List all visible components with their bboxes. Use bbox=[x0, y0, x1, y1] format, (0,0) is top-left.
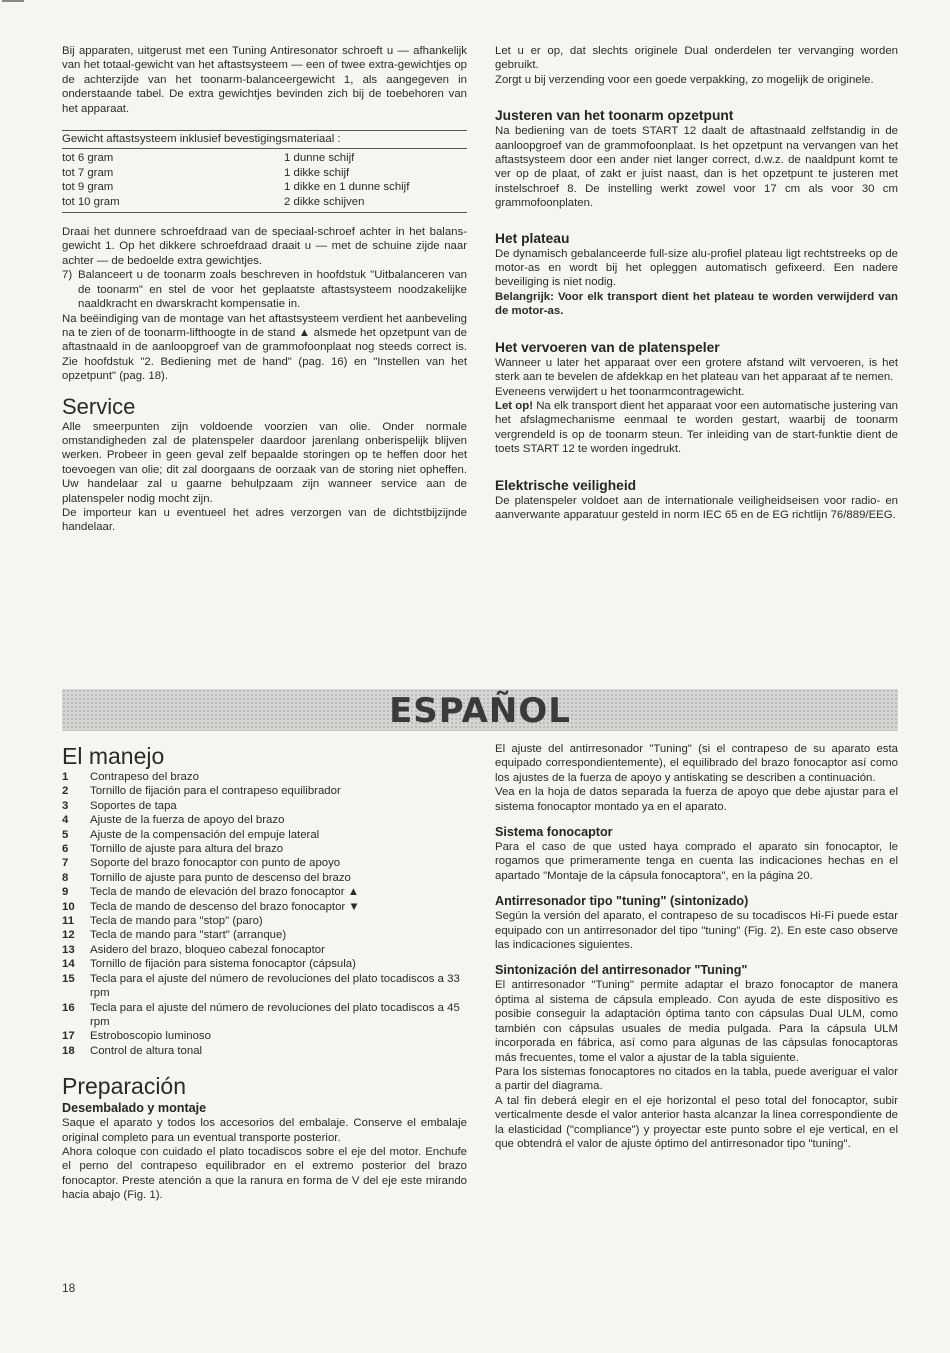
list-item-number: 11 bbox=[62, 915, 75, 928]
vervoeren-heading: Het vervoeren van de platenspeler bbox=[495, 339, 720, 355]
list-item-label: Ajuste de la fuerza de apoyo del brazo bbox=[90, 814, 285, 827]
preparacion-heading: Preparación bbox=[62, 1073, 187, 1100]
step-text: Balanceert u de toonarm zoals beschreven in hoofdstuk "Uitbalanceren van de toonarm" en stel de voor het geplaatste aftastsysteem noodzakelijke naaldkracht en dwarskracht kompensatie in. bbox=[78, 269, 467, 311]
list-item bbox=[62, 828, 467, 842]
dutch-left-column bbox=[62, 44, 467, 535]
list-item-label: Tornillo de fijación para sistema fonocaptor (cápsula) bbox=[90, 958, 356, 971]
list-item bbox=[62, 871, 467, 885]
datos-paragraph: Vea en la hoja de datos separada la fuerza de apoyo que debe ajustar para el sistema fonocaptor montado ya en el aparato. bbox=[495, 786, 898, 813]
sistema-paragraph: Para el caso de que usted haya comprado el aparato sin fonocaptor, le rogamos que primeramente tenga en cuenta las indicaciones hechas en el apartado "Montaje de la cápsula fonocaptora", en la página 20. bbox=[495, 841, 898, 882]
list-item bbox=[62, 972, 467, 1001]
list-item-label: Tornillo de ajuste para punto de descenso del brazo bbox=[90, 871, 351, 884]
let-op-paragraph bbox=[495, 399, 898, 457]
after-mount-paragraph: Na beëindiging van de montage van het aftastsysteem verdient het aanbeveling na te zien of de toonarm-lifthoogte in de stand ▲ alsmede het opzetpunt van de aftastnaald in de aanloopgroef van de grammofoonplaat nog steeds correct is. Zie hoofdstuk "2. Bediening met de hand" (pag. 16) en "Instellen van het opzetpunt" (pag. 18). bbox=[62, 312, 467, 383]
let-op-label: Let op! bbox=[495, 399, 533, 412]
list-item-number: 7 bbox=[62, 857, 69, 870]
justeren-heading: Justeren van het toonarm opzetpunt bbox=[495, 108, 734, 124]
plateau-heading: Het plateau bbox=[495, 230, 570, 246]
page-number: 18 bbox=[62, 1281, 76, 1295]
list-item-number: 15 bbox=[62, 972, 75, 985]
list-item-label: Soportes de tapa bbox=[90, 799, 177, 812]
list-item-label: Contrapeso del brazo bbox=[90, 771, 199, 783]
list-item-number: 2 bbox=[62, 785, 69, 798]
parts-paragraph: Let u er op, dat slechts originele Dual onderdelen ter vervanging worden gebruikt. bbox=[495, 45, 898, 72]
list-item-number: 17 bbox=[62, 1030, 75, 1043]
list-item bbox=[62, 957, 467, 971]
vervoeren-paragraph-1: Wanneer u later het apparaat over een grotere afstand wilt vervoeren, is het sterk aan te bevelen de afdekkap en het plateau van het apparaat af te nemen. bbox=[495, 356, 898, 384]
banner-title: ESPAÑOL bbox=[389, 691, 571, 731]
list-item bbox=[62, 1001, 467, 1030]
shipping-paragraph: Zorgt u bij verzending voor een goede verpakking, zo mogelijk de originele. bbox=[495, 73, 874, 86]
antirresonador-heading: Antirresonador tipo "tuning" (sintonizado) bbox=[495, 894, 749, 909]
table-row: tot 7 gram 1 dikke schijf bbox=[62, 166, 350, 179]
after-table-paragraph: Draai het dunnere schroefdraad van de speciaal-schroef achter in het balans-gewicht 1. Op het dikkere schroefdraad draait u — met de schuine zijde naar achter — de bedoelde extra gewichtjes. bbox=[62, 226, 467, 267]
sintonizacion-paragraph-1: El antirresonador "Tuning" permite adaptar el brazo fonocaptor de manera óptima al sistema de cápsula empleado. Con ayuda de este dispositivo es posibie conseguir la adaptación óptima tanto con cápsulas Dual ULM, como también con cápsulas usuales de media pulgada. Para la cápsula ULM incorporada en fábrica, así como para algunas de las cápsulas fonocaptoras más frecuentes, tome el valor a ajustar de la tabla siguiente. bbox=[495, 979, 898, 1064]
sintonizacion-paragraph-2: Para los sistemas fonocaptores no citados en la tabla, puede averiguar el valor a partir del diagrama. bbox=[495, 1065, 898, 1093]
list-item bbox=[62, 943, 467, 957]
list-item-number: 14 bbox=[62, 958, 75, 971]
list-item-label: Tecla de mando para "stop" (paro) bbox=[90, 915, 263, 928]
list-item-number: 10 bbox=[62, 900, 75, 913]
sistema-heading: Sistema fonocaptor bbox=[495, 825, 613, 840]
desembalado-heading: Desembalado y montaje bbox=[62, 1101, 207, 1116]
list-item bbox=[62, 799, 467, 813]
plateau-warning: Belangrijk: Voor elk transport dient het plateau te worden verwijderd van de motor-as. bbox=[495, 290, 898, 318]
list-item-label: Tornillo de fijación para el contrapeso equilibrador bbox=[90, 785, 341, 798]
list-item-label: Tecla de mando de elevación del brazo fonocaptor ▲ bbox=[90, 886, 359, 899]
list-item bbox=[62, 900, 467, 914]
justeren-paragraph: Na bediening van de toets START 12 daalt de aftastnaald zelfstandig in de aanloopgroef van de grammofoonplaat. Is het opzetpunt na vervangen van het aftastsysteem door een ander niet langer correct, d.w.z. de naaldpunt komt te ver op de plaat, of zakt er juist naast, dan is het opzetpunt te justeren met instelschroef 8. De instelling werkt zowel voor 17 cm als voor 30 cm grammofoonplaten. bbox=[495, 125, 898, 210]
intro-paragraph: Bij apparaten, uitgerust met een Tuning Antiresonator schroeft u — afhankelijk van het totaal-gewicht van het aftastsysteem — een of twee extra-gewichtjes op de achterzijde van het toonarm-balanceergewicht 1, als aangegeven in onderstaande tabel. De extra gewichtjes bevinden zich bij de toebehoren van het apparaat. bbox=[62, 45, 467, 115]
list-item-number: 13 bbox=[62, 943, 75, 956]
service-paragraph-1: Alle smeerpunten zijn voldoende voorzien van olie. Onder normale omstandigheden zal de platenspeler daardoor jarenlang onberispelijk blijven werken. Probeer in geen geval zelf bepaalde storingen op te heffen door het toevoegen van olie; dit zal doorgaans de oorzaak van de storing niet opheffen. Uw handelaar zal u gaarne behulpzaam zijn wanneer service aan de platenspeler nodig mocht zijn. bbox=[62, 420, 467, 505]
list-item bbox=[62, 928, 467, 942]
list-item-label: Estroboscopio luminoso bbox=[90, 1030, 211, 1043]
scan-edge-mark bbox=[2, 0, 24, 2]
table-row: tot 10 gram 2 dikke schijven bbox=[62, 195, 365, 208]
vervoeren-paragraph-2: Eveneens verwijdert u het toonarmcontragewicht. bbox=[495, 385, 745, 398]
list-item-label: Tornillo de ajuste para altura del brazo bbox=[90, 843, 284, 856]
list-item-number: 5 bbox=[62, 828, 69, 841]
sintonizacion-heading: Sintonización del antirresonador "Tuning" bbox=[495, 963, 748, 978]
list-item bbox=[62, 856, 467, 870]
sintonizacion-paragraph-3: A tal fin deberá elegir en el eje horizontal el peso total del fonocaptor, subir verticalmente desde el valor anterior hasta alcanzar la linea correspondiente de la elasticidad ("compliance") y proyectar este punto sobre el eje vertical, en el que obtendrá el valor de ajuste óptimo del antirresonador tipo "tuning". bbox=[495, 1094, 898, 1150]
spanish-left-column bbox=[62, 742, 467, 1203]
step-7 bbox=[62, 268, 467, 311]
elektrische-paragraph: De platenspeler voldoet aan de internationale veiligheidseisen voor radio- en aanverwante apparatuur gesteld in norm IEC 65 en de EG richtlijn 76/889/EEG. bbox=[495, 494, 898, 521]
list-item-number: 6 bbox=[62, 843, 69, 856]
service-heading: Service bbox=[62, 393, 136, 419]
desembalado-paragraph-1: Saque el aparato y todos los accesorios del embalaje. Conserve el embalaje original completo para un eventual transporte posterior. bbox=[62, 1117, 467, 1144]
list-item bbox=[62, 1029, 467, 1043]
list-item bbox=[62, 784, 467, 798]
list-item bbox=[62, 914, 467, 928]
step-number: 7) bbox=[62, 269, 73, 282]
weight-table-header: Gewicht aftastsysteem inklusief bevestigingsmateriaal : bbox=[62, 131, 467, 149]
list-item bbox=[62, 1044, 467, 1058]
list-item-label: Ajuste de la compensación del empuje lateral bbox=[90, 828, 320, 841]
list-item-number: 8 bbox=[62, 871, 69, 884]
plateau-paragraph: De dynamisch gebalanceerde full-size alu-profiel plateau ligt rechtstreeks op de motor-as en wordt bij het opleggen automatisch gefixeerd. Een nadere beveiliging is niet nodig. bbox=[495, 247, 898, 289]
let-op-text: Na elk transport dient het apparaat voor een automatische justering van het afslagmechanisme eenmaal te worden gestart, waarbij de toonarm vergrendeld is op de toonarm steun. Ter inleiding van de start-funktie dient de toets START 12 te worden ingedrukt. bbox=[495, 399, 899, 456]
ajuste-paragraph: El ajuste del antirresonador "Tuning" (si el contrapeso de su aparato esta equipado correspondientemente), el equilibrado del brazo fonocaptor así como los ajustes de la fuerza de apoyo y antiskating se describen a continuación. bbox=[495, 743, 898, 784]
dutch-right-column bbox=[495, 44, 898, 522]
spanish-right-column bbox=[495, 742, 898, 1151]
manejo-heading: El manejo bbox=[62, 743, 165, 769]
list-item bbox=[62, 770, 467, 784]
list-item-number: 18 bbox=[62, 1044, 75, 1057]
desembalado-paragraph-2: Ahora coloque con cuidado el plato tocadiscos sobre el eje del motor. Enchufe el perno del contrapeso equilibrador en el extremo posterior del brazo fonocaptor. Preste atención a que la ranura en forma de V del eje este mirando hacia abajo (Fig. 1). bbox=[62, 1145, 467, 1202]
list-item-number: 12 bbox=[62, 929, 75, 942]
list-item-label: Tecla de mando de descenso del brazo fonocaptor ▼ bbox=[90, 900, 360, 913]
list-item-label: Soporte del brazo fonocaptor con punto de apoyo bbox=[90, 857, 341, 870]
list-item-number: 16 bbox=[62, 1001, 75, 1014]
elektrische-heading: Elektrische veiligheid bbox=[495, 477, 637, 493]
list-item-label: Tecla para el ajuste del número de revoluciones del plato tocadiscos a 33 rpm bbox=[90, 972, 460, 1000]
list-item-number: 9 bbox=[62, 886, 69, 899]
table-row: tot 6 gram 1 dunne schijf bbox=[62, 152, 355, 165]
list-item bbox=[62, 813, 467, 827]
list-item-number: 4 bbox=[62, 814, 69, 827]
list-item-label: Control de altura tonal bbox=[90, 1044, 203, 1057]
list-item-label: Tecla de mando para "start" (arranque) bbox=[90, 929, 287, 942]
antirresonador-paragraph: Según la versión del aparato, el contrapeso de su tocadiscos Hi-Fi puede estar equipado con un antirresonador del tipo "tuning" (Fig. 2). En este caso observe las indicaciones siguientes. bbox=[495, 910, 898, 952]
parts-list bbox=[62, 770, 467, 1058]
weight-table bbox=[62, 130, 467, 213]
list-item-number: 3 bbox=[62, 799, 69, 812]
list-item bbox=[62, 885, 467, 899]
language-banner bbox=[62, 689, 898, 731]
list-item-number: 1 bbox=[62, 771, 69, 783]
list-item-label: Tecla para el ajuste del número de revoluciones del plato tocadiscos a 45 rpm bbox=[90, 1001, 460, 1028]
list-item bbox=[62, 842, 467, 856]
table-row: tot 9 gram 1 dikke en 1 dunne schijf bbox=[62, 181, 410, 194]
service-paragraph-2: De importeur kan u eventueel het adres verzorgen van de dichtstbijzijnde handelaar. bbox=[62, 506, 467, 534]
list-item-label: Asidero del brazo, bloqueo cabezal fonocaptor bbox=[90, 943, 325, 956]
